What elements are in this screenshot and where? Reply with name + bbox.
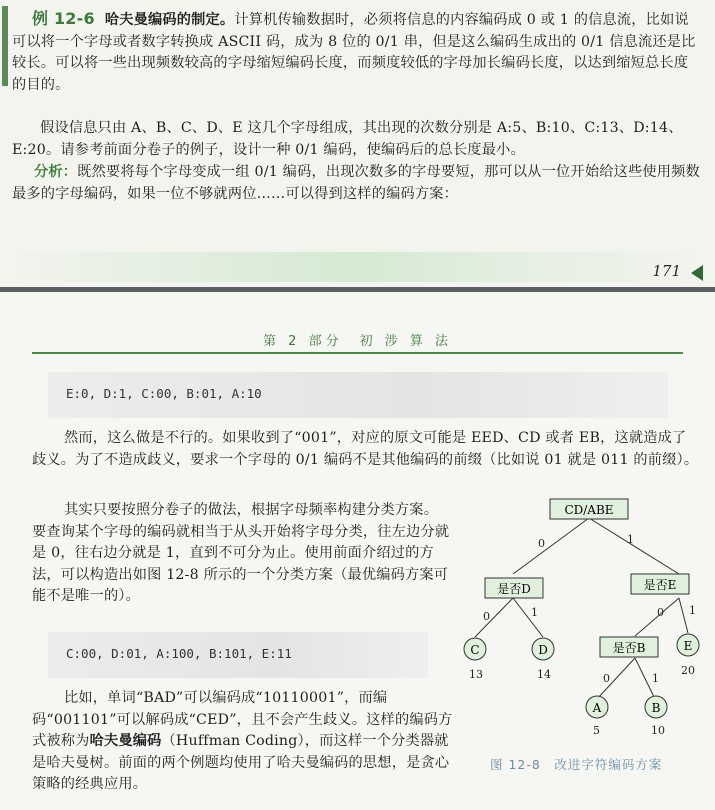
huffman-text-a: 比如，单词“BAD”可以编码成“10110001”，而编码“001101”可以解码成“CED”，且不会产生歧义。这样的编码方式被称为 [32,690,453,749]
analysis-text: 既然要将每个字母变成一组 0/1 编码，出现次数多的字母要短，那可以从一位开始给这些使用频数最多的字母编码，如果一位不够就两位……可以得到这样的编码方案： [12,164,700,202]
analysis-paragraph [12,162,702,205]
margin-bar [2,6,8,86]
edge-label-d-1: 1 [531,606,538,619]
code-line-1: E:0, D:1, C:00, B:01, A:10 [66,386,262,401]
huffman-tree-diagram [455,490,710,750]
code-line-2: C:00, D:01, A:100, B:101, E:11 [66,646,292,661]
count-d: 14 [537,668,551,681]
page-number: 171 [652,262,681,280]
leaf-e [677,634,699,656]
edge-label-b-1: 1 [652,672,659,685]
svg-text:C: C [470,643,480,657]
svg-text:是否B: 是否B [612,641,646,655]
ambiguity-paragraph: 然而，这么做是不行的。如果收到了“001”，对应的原文可能是 EED、CD 或者 EB，这就造成了歧义。为了不造成歧义，要求一个字母的 0/1 编码不是其他编码的前缀（比如说 01 就是 011 的前缀）。 [32,430,699,468]
code-block-1 [48,372,668,418]
svg-text:A: A [592,701,602,715]
huffman-term: 哈夫曼编码 [89,733,162,749]
edge-label-root-0: 0 [538,537,545,550]
svg-text:CD/ABE: CD/ABE [564,503,614,517]
node-is-d [485,578,543,598]
figure-caption: 图 12-8 改进字符编码方案 [490,757,663,772]
top-page [0,0,715,288]
edge-e-e [679,598,688,633]
svg-text:是否E: 是否E [643,578,677,592]
node-is-e [631,574,689,594]
huffman-text-b: （Huffman Coding），而这样一个分类器就是哈夫曼树。前面的两个例题均使用了哈夫曼编码的思想，是贪心策略的经典应用。 [32,733,450,792]
node-is-b [600,637,658,657]
section-header: 第 2 部分 初 涉 算 法 [263,334,452,349]
svg-text:B: B [651,701,661,715]
count-b: 10 [651,724,665,737]
edge-label-root-1: 1 [627,533,634,546]
edge-root-e [589,518,679,574]
edge-label-b-0: 0 [603,672,610,685]
leaf-c [464,638,486,660]
count-c: 13 [469,668,483,681]
root-node [550,499,628,519]
edge-d-c [475,598,513,637]
page-marker-icon [691,265,703,281]
example-label: 例 12-6 [32,9,95,28]
code-block-2 [48,632,428,678]
edge-root-d [513,518,589,574]
classification-paragraph: 其实只要按照分卷子的做法，根据字母频率构建分类方案。要查询某个字母的编码就相当于从头开始将字母分类，往左边分就是 0，往右边分就是 1，直到不可分为止。使用前面介绍过的方法，可以构造出如图 12-8 所示的一个分类方案（最优编码方案可能不是唯一的）。 [32,502,450,604]
huffman-paragraph [32,688,457,796]
header-rule [32,352,683,354]
example-text: 计算机传输数据时，必须将信息的内容编码成 0 或 1 的信息流，比如说可以将一个字母或者数字转换成 ASCII 码，成为 8 位的 0/1 串，但是这么编码生成出的 0/1 信息流还是比较长。可以将一些出现频数较高的字母缩短编码长度，而频度较低的字母加长编码长度，以达到缩短总长度的目的。 [12,12,696,93]
leaf-b [645,696,667,718]
edge-label-e-0: 0 [657,606,664,619]
svg-text:E: E [683,639,693,653]
assumption-paragraph: 假设信息只由 A、B、C、D、E 这几个字母组成，其出现的次数分别是 A:5、B:10、C:13、D:14、E:20。请参考前面分卷子的例子，设计一种 0/1 编码，使编码后的总长度最小。 [12,120,683,158]
example-title: 哈夫曼编码的制定。 [104,12,235,28]
svg-text:D: D [538,643,548,657]
edge-label-d-0: 0 [483,610,490,623]
svg-text:是否D: 是否D [497,582,531,596]
leaf-d [532,638,554,660]
example-paragraph [12,8,702,96]
edge-d-d [513,598,543,637]
analysis-label: 分析： [34,164,78,180]
leaf-a [586,696,608,718]
count-a: 5 [593,724,600,737]
edge-label-e-1: 1 [689,604,696,617]
footer-band [0,252,715,282]
count-e: 20 [681,664,695,677]
